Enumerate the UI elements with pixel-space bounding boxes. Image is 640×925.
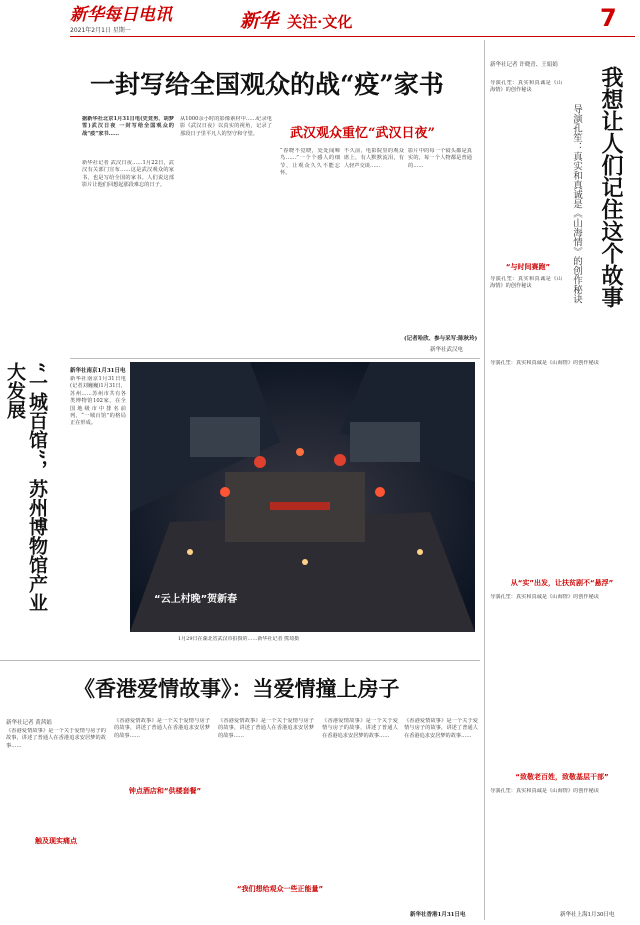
rule-a1-bottom <box>70 358 480 359</box>
article1-subtitle: 武汉观众重忆“武汉日夜” <box>290 126 435 141</box>
rule-right-column <box>484 40 485 920</box>
central-photo-caption: 1月29日在湖北省武汉市拍摄的……新华社记者 熊琦摄 <box>178 636 300 642</box>
article4-body-wide1: 导演孔笙：真实和真诚是《山海情》的创作秘诀 <box>490 360 599 366</box>
article1-col2: 从1000余小时的影像素材中……纪录电影《武汉日夜》以真实的视角，记录了那段日子里平凡人的坚守和守望。 <box>180 116 272 137</box>
photo-caption-overlay: “云上村晚”贺新春 <box>154 594 238 605</box>
page-number: 7 <box>600 4 617 32</box>
article4-sub3: “致敬老百姓，致敬基层干部” <box>515 773 609 781</box>
article1-source: (记者哈欣、参与采写:陈秋玲) <box>404 336 478 342</box>
article3-col2: 《香港爱情故事》是一个关于爱情与房子的故事，讲述了普通人在香港追求安居梦的故事…… <box>114 718 210 739</box>
article3-title: 《香港爱情故事》：当爱情撞上房子 <box>74 676 400 701</box>
article3-col5: 《香港爱情故事》是一个关于爱情与房子的故事，讲述了普通人在香港追求安居梦的故事…… <box>404 718 478 739</box>
article3-col4: 《香港爱情故事》是一个关于爱情与房子的故事，讲述了普通人在香港追求安居梦的故事…… <box>322 718 398 739</box>
article4-subtitle: 导演孔笙：真实和真诚是《山海情》的创作秘诀 <box>571 104 582 304</box>
article1-title: 一封写给全国观众的战“疫”家书 <box>90 70 444 99</box>
article4-title: 我想让人们记住这个故事 <box>598 66 624 308</box>
masthead-logo: 新华每日电讯 <box>70 5 172 25</box>
article4-end: 新华社上海1月30日电 <box>560 912 615 918</box>
article1-col4: 不久前，电影院里的观众席上，有人默默流泪，有人轻声交谈…… <box>344 148 404 169</box>
article3-sub2: 钟点酒店和“供楼套餐” <box>128 787 202 795</box>
article4-col1: 导演孔笙：真实和真诚是《山海情》的创作秘诀 <box>490 80 562 94</box>
central-photo <box>130 362 475 632</box>
article4-sub2: 从“实”出发，让扶贫剧不“悬浮” <box>510 579 614 587</box>
article3-sub1: 触及现实痛点 <box>35 837 77 845</box>
article4-sub1: “与时间赛跑” <box>505 263 551 271</box>
article2-body: 新华社南京1月31日电(记者刘巍巍)1月31日，苏州……苏州市共有各类博物馆102家，在全国地级市中排名前列，“一城百馆”的格局正在形成。 <box>70 376 126 427</box>
article4-byline: 新华社记者 许晓青、王娟娟 <box>490 62 558 68</box>
section-brand: 新华 <box>240 10 279 32</box>
section-header <box>240 6 410 34</box>
article4-body-wide3: 导演孔笙：真实和真诚是《山海情》的创作秘诀 <box>490 788 599 794</box>
header-rule <box>70 36 635 37</box>
article1-col5: 影片中的每一个镜头都是真实的，每一个人物都是普通的…… <box>408 148 472 169</box>
article2-dateline: 新华社南京1月31日电 <box>70 368 126 374</box>
article4-body-wide2: 导演孔笙：真实和真诚是《山海情》的创作秘诀 <box>490 594 599 600</box>
issue-date: 2021年2月1日 星期一 <box>70 27 131 34</box>
article1-col1: 新华社记者 武汉日夜……1月22日，武汉有关部门宣布……这是武汉观众的家书，也是写给全国的家书。人们说这部影片让他们回想起那段难忘的日子。 <box>82 160 174 189</box>
article2-title: “一城百馆”，苏州博物馆产业大发展 <box>4 362 48 612</box>
article1-byline: 新华社武汉电 <box>430 347 464 353</box>
article3-col3: 《香港爱情故事》是一个关于爱情与房子的故事，讲述了普通人在香港追求安居梦的故事…… <box>218 718 314 739</box>
article4-col2: 导演孔笙：真实和真诚是《山海情》的创作秘诀 <box>490 276 562 290</box>
article1-col3: “春晓不觉晓，处处闻啼鸟……”一个个感人的细节，让观众久久不能忘怀。 <box>280 148 340 177</box>
article3-end: 新华社香港1月31日电 <box>410 912 466 918</box>
article3-sub3: “我们想给观众一些正能量” <box>236 885 324 893</box>
section-title: 关注·文化 <box>287 13 353 31</box>
article3-byline: 新华社记者 黄茜娟 <box>6 720 52 726</box>
masthead <box>70 5 200 35</box>
article1-lead: 据新华社北京1月31日电(史竞男、胡梦雪)武汉日夜 一封写给全国观众的战“疫”家书…… <box>82 116 174 137</box>
article3-col1: 《香港爱情故事》是一个关于爱情与房子的故事，讲述了普通人在香港追求安居梦的故事…… <box>6 728 106 749</box>
rule-a3-top <box>0 660 480 661</box>
